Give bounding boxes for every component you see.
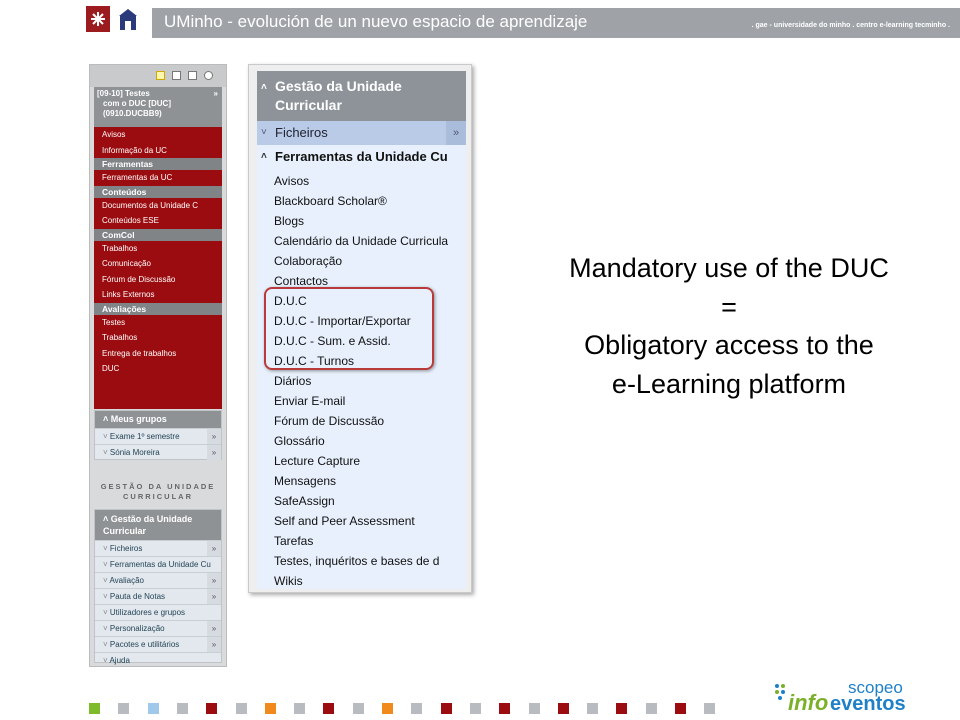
tool-item[interactable]: D.U.C - Sum. e Assid.	[274, 334, 391, 348]
management-item-label: Pacotes e utilitários	[109, 640, 180, 649]
footer-square	[470, 703, 481, 714]
management-item[interactable]	[95, 620, 221, 636]
logo-scopeo: scopeo	[848, 678, 903, 697]
group-item[interactable]: ˅ Exame 1º semestre »	[95, 428, 221, 444]
expand-arrow-icon[interactable]: »	[207, 589, 221, 604]
management-item-label: Ajuda	[109, 656, 130, 665]
tools-list	[274, 171, 464, 589]
header-title: UMinho - evolución de un nuevo espacio de aprendizaje	[164, 12, 588, 31]
management-caption: GESTÃO DA UNIDADE CURRICULAR	[100, 482, 216, 501]
menu-category: Avaliações	[94, 303, 222, 315]
management-collapse-icon: ˄	[103, 514, 111, 524]
tool-item[interactable]: Lecture Capture	[274, 454, 361, 468]
management-item[interactable]	[95, 652, 221, 668]
menu-item[interactable]: Trabalhos	[102, 243, 138, 253]
footer-square	[441, 703, 452, 714]
course-menu	[94, 127, 222, 409]
footer-square	[529, 703, 540, 714]
management-list	[95, 540, 221, 668]
menu-category: Ferramentas	[94, 158, 222, 170]
footer-square	[236, 703, 247, 714]
tools-section-header[interactable]	[257, 147, 466, 167]
footer-square	[323, 703, 334, 714]
groups-title: Meus grupos	[110, 414, 167, 424]
expand-icon: ˅	[103, 544, 110, 553]
groups-header[interactable]	[95, 411, 221, 428]
message-line-1: Mandatory use of the DUC	[569, 253, 889, 283]
footer-square	[411, 703, 422, 714]
expand-icon: ˅	[103, 640, 110, 649]
menu-item[interactable]: Ferramentas da UC	[102, 173, 173, 182]
tool-item[interactable]: Calendário da Unidade Curricula	[274, 234, 449, 248]
footer-square	[558, 703, 569, 714]
expand-arrow-icon[interactable]: »	[207, 429, 221, 444]
footer-square	[265, 703, 276, 714]
tool-item[interactable]: Glossário	[274, 434, 325, 448]
menu-category: ComCol	[94, 229, 222, 241]
tool-item[interactable]: Diários	[274, 374, 312, 388]
footer-square	[616, 703, 627, 714]
expand-arrow-icon[interactable]: »	[207, 621, 221, 636]
footer-square	[89, 703, 100, 714]
footer-square	[382, 703, 393, 714]
group-item[interactable]: ˅ Sónia Moreira »	[95, 444, 221, 460]
footer-square	[294, 703, 305, 714]
course-name-line-1: [09-10] Testes	[97, 89, 150, 98]
expand-icon: ˅	[103, 608, 110, 617]
tool-item[interactable]: Avisos	[274, 174, 310, 188]
infoeventos-logo	[774, 676, 934, 716]
ficheiros-row[interactable]	[257, 121, 466, 145]
groups-panel	[94, 410, 222, 460]
message-line-2: =	[721, 291, 737, 322]
window-icon[interactable]	[188, 71, 197, 80]
tool-item[interactable]: D.U.C - Importar/Exportar	[274, 314, 411, 328]
menu-item[interactable]: Informação da UC	[102, 145, 167, 155]
expand-icon: ˅	[261, 127, 267, 138]
groups-collapse-icon: ˄	[103, 414, 111, 424]
menu-item[interactable]: Conteúdos ESE	[102, 216, 159, 225]
menu-item[interactable]: Comunicação	[102, 259, 151, 268]
tool-item[interactable]: D.U.C	[274, 294, 307, 308]
header-logos	[86, 6, 146, 34]
management-panel	[94, 509, 222, 663]
menu-item[interactable]: Testes	[102, 317, 126, 327]
course-menu-panel	[89, 64, 227, 667]
tool-item[interactable]: Tarefas	[274, 534, 314, 548]
group-label: Sónia Moreira	[109, 448, 160, 457]
message-block	[520, 249, 938, 403]
uminho-logo-icon	[86, 6, 110, 32]
footer-square	[177, 703, 188, 714]
footer-square	[118, 703, 129, 714]
management-item-label: Avaliação	[109, 576, 144, 585]
management-item[interactable]	[95, 604, 221, 620]
expand-arrow-icon[interactable]: »	[207, 541, 221, 556]
tool-item[interactable]: Blackboard Scholar®	[274, 194, 387, 208]
tools-panel-title: Gestão da Unidade Curricular	[275, 78, 402, 113]
group-label: Exame 1º semestre	[109, 432, 180, 441]
management-item[interactable]	[95, 540, 221, 556]
footer-square	[148, 703, 159, 714]
management-item-label: Utilizadores e grupos	[109, 608, 186, 617]
footer-square	[704, 703, 715, 714]
management-item[interactable]	[95, 588, 221, 604]
tool-item[interactable]: Enviar E-mail	[274, 394, 346, 408]
expand-icon: ˅	[103, 592, 110, 601]
expand-arrow-icon[interactable]: »	[207, 445, 221, 460]
management-item-label: Pauta de Notas	[109, 592, 166, 601]
tool-item[interactable]: Self and Peer Assessment	[274, 514, 415, 528]
logo-eventos: eventos	[830, 693, 906, 715]
footer-square	[353, 703, 364, 714]
footer-square	[675, 703, 686, 714]
logo-info: info	[788, 690, 829, 715]
footer-square	[587, 703, 598, 714]
tools-section-title: Ferramentas da Unidade Cu	[275, 149, 448, 164]
tool-item[interactable]: Fórum de Discussão	[274, 414, 385, 428]
folder-view-icon[interactable]	[172, 71, 181, 80]
expand-icon: ˅	[103, 656, 110, 665]
expand-arrow-icon[interactable]: »	[207, 573, 221, 588]
tool-item[interactable]: Contactos	[274, 274, 329, 288]
duc-items-highlight	[264, 287, 434, 370]
menu-item[interactable]: Trabalhos	[102, 333, 138, 342]
course-arrow-icon[interactable]: »	[213, 89, 218, 98]
menu-item[interactable]: Documentos da Unidade C	[102, 200, 199, 210]
building-logo-icon	[116, 6, 140, 32]
management-item-label: Ficheiros	[109, 544, 143, 553]
course-name-line-2: com o DUC [DUC]	[103, 99, 171, 108]
menu-item[interactable]: Avisos	[102, 130, 126, 139]
management-item[interactable]	[95, 636, 221, 652]
course-code: (0910.DUCBB9)	[103, 109, 162, 118]
refresh-icon[interactable]	[204, 71, 213, 80]
tool-item[interactable]: D.U.C - Turnos	[274, 354, 355, 368]
tool-item[interactable]: Wikis	[274, 574, 303, 588]
tool-item[interactable]: SafeAssign	[274, 494, 335, 508]
management-item[interactable]	[95, 556, 221, 572]
expand-arrow-icon[interactable]: »	[207, 637, 221, 652]
footer-square	[646, 703, 657, 714]
management-title: Gestão da Unidade Curricular	[103, 514, 193, 536]
tools-panel-header[interactable]	[257, 71, 466, 121]
footer-square	[499, 703, 510, 714]
management-item[interactable]	[95, 572, 221, 588]
tool-item[interactable]: Colaboração	[274, 254, 343, 268]
menu-item[interactable]: Fórum de Discussão	[102, 274, 176, 284]
list-view-icon[interactable]	[156, 71, 165, 80]
menu-item[interactable]: Links Externos	[102, 290, 155, 299]
expand-icon: ˅	[103, 576, 110, 585]
course-title[interactable]	[94, 87, 222, 127]
ficheiros-label: Ficheiros	[275, 125, 328, 140]
message-line-4: e-Learning platform	[611, 368, 847, 399]
header-subtitle: . gae - universidade do minho . centro e-learning tecminho .	[751, 22, 950, 29]
menu-item[interactable]: DUC	[102, 364, 120, 373]
collapse-icon: ˄	[261, 151, 267, 162]
tool-item[interactable]: Blogs	[274, 214, 305, 228]
expand-icon: ˅	[103, 624, 110, 633]
menu-item[interactable]: Entrega de trabalhos	[102, 348, 177, 358]
management-item-label: Ferramentas da Unidade Cu	[109, 560, 211, 569]
management-header[interactable]	[95, 510, 221, 540]
management-item-label: Personalização	[109, 624, 165, 633]
tool-item[interactable]: Mensagens	[274, 474, 337, 488]
expand-icon: ˅	[103, 560, 110, 569]
footer-square	[206, 703, 217, 714]
message-line-3: Obligatory access to the	[584, 330, 874, 360]
tool-item[interactable]: Testes, inquéritos e bases de d	[274, 554, 440, 568]
menu-toolbar	[90, 65, 226, 87]
expand-arrow-icon[interactable]: »	[446, 121, 466, 145]
menu-category: Conteúdos	[94, 186, 222, 198]
logo-dots-icon	[774, 682, 788, 702]
collapse-icon: ˄	[261, 82, 267, 93]
header-bar	[152, 8, 960, 38]
